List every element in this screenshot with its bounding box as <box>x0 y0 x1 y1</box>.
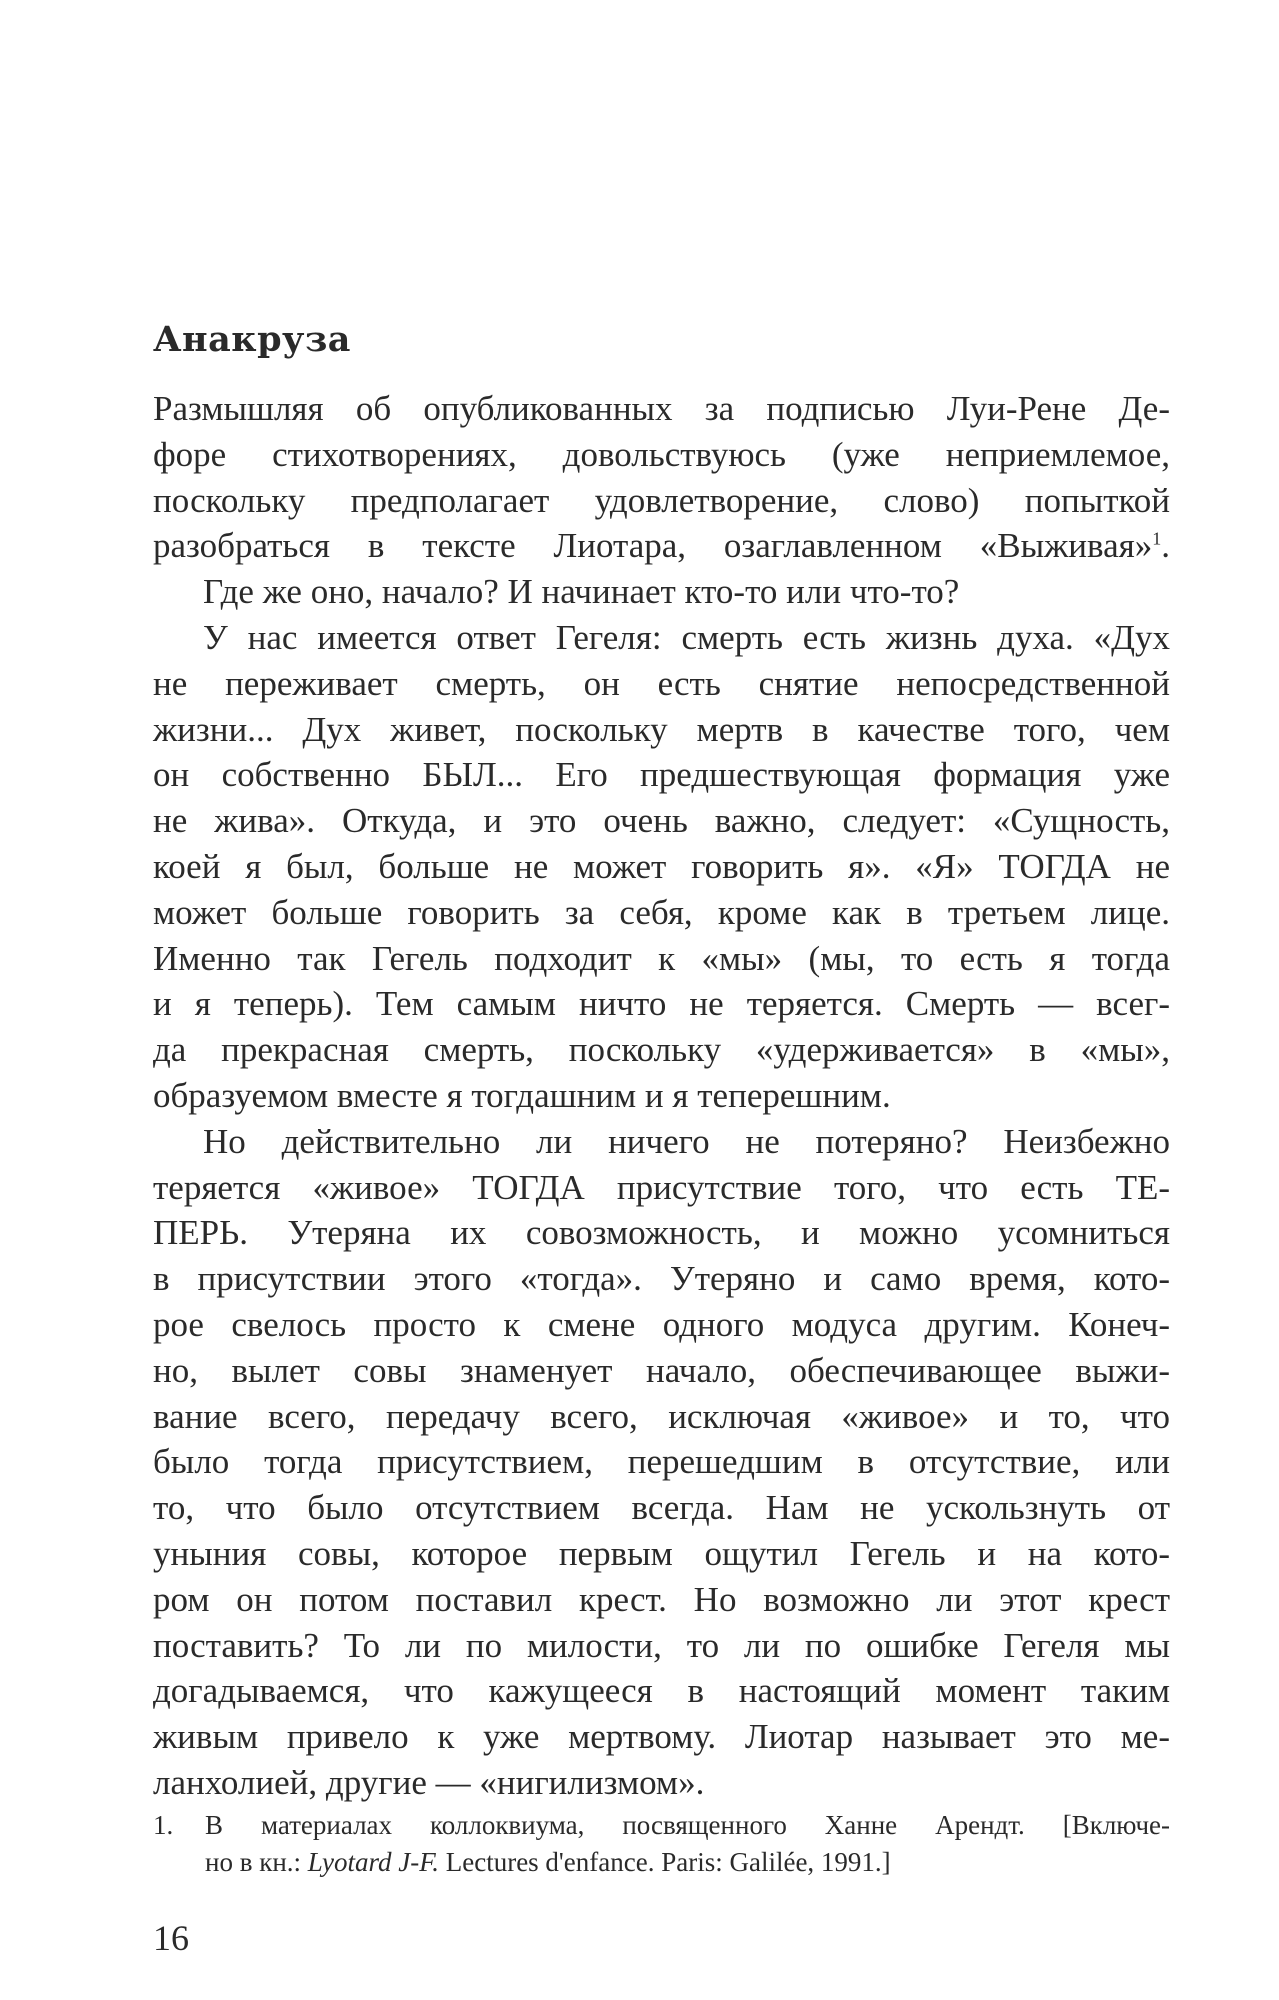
text-line: У нас имеется ответ Гегеля: смерть есть жизнь духа. «Дух <box>203 617 1170 657</box>
footnote-author: Lyotard J-F. <box>307 1847 439 1877</box>
text-line: жизни... Дух живет, поскольку мертв в качестве того, чем <box>153 709 1170 749</box>
text-line: поскольку предполагает удовлетворение, слово) попыткой <box>153 480 1170 520</box>
text-line: вание всего, передачу всего, исключая «живое» и то, что <box>153 1396 1170 1436</box>
footnote-number: 1. <box>153 1810 174 1840</box>
text-fragment: разобраться в тексте Лиотара, озаглавленном «Выживая» <box>153 526 1153 566</box>
text-line: то, что было отсутствием всегда. Нам не ускользнуть от <box>153 1488 1170 1528</box>
text-line: коей я был, больше не может говорить я». «Я» ТОГДА не <box>153 846 1170 886</box>
text-line: он собственно БЫЛ... Его предшествующая формация уже <box>153 755 1170 795</box>
text-line-with-footnote <box>153 523 1170 569</box>
footnote <box>153 1807 1170 1881</box>
text-line: ром он потом поставил крест. Но возможно ли этот крест <box>153 1579 1170 1619</box>
footnote-line <box>205 1844 1170 1881</box>
footnote-line: В материалах коллоквиума, посвященного Ханне Арендт. [Включе- <box>205 1810 1170 1840</box>
text-line: и я теперь). Тем самым ничто не теряется. Смерть — всег- <box>153 984 1170 1024</box>
text-line: может больше говорить за себя, кроме как в третьем лице. <box>153 892 1170 932</box>
text-line: ПЕРЬ. Утеряна их совозможность, и можно усомниться <box>153 1213 1170 1253</box>
text-line: Где же оно, начало? И начинает кто-то или что-то? <box>203 572 960 612</box>
text-line: но, вылет совы знаменует начало, обеспечивающее выжи- <box>153 1350 1170 1390</box>
text-line: образуемом вместе я тогдашним и я теперешним. <box>153 1075 891 1115</box>
paragraph-1 <box>153 386 1170 569</box>
paragraph-3 <box>153 615 1170 1119</box>
text-fragment: . <box>1161 526 1170 566</box>
text-fragment: но в кн.: <box>205 1847 308 1877</box>
text-line: было тогда присутствием, перешедшим в отсутствие, или <box>153 1442 1170 1482</box>
text-line: да прекрасная смерть, поскольку «удерживается» в «мы», <box>153 1030 1170 1070</box>
text-line: уныния совы, которое первым ощутил Гегель и на кото- <box>153 1533 1170 1573</box>
paragraph-4 <box>153 1119 1170 1806</box>
footnote-mark: 1 <box>1152 528 1162 549</box>
paragraph-2 <box>153 569 1170 615</box>
text-line: ланхолией, другие — «нигилизмом». <box>153 1762 705 1802</box>
book-page <box>153 0 1170 2000</box>
section-heading: Анакруза <box>153 319 351 360</box>
text-line: форе стихотворениях, довольствуюсь (уже неприемлемое, <box>153 434 1170 474</box>
text-line: живым привело к уже мертвому. Лиотар называет это ме- <box>153 1717 1170 1757</box>
text-line: теряется «живое» ТОГДА присутствие того, что есть ТЕ- <box>153 1167 1170 1207</box>
text-line: Размышляя об опубликованных за подписью Луи-Рене Де- <box>153 389 1170 428</box>
text-line: Но действительно ли ничего не потеряно? Неизбежно <box>203 1121 1170 1161</box>
text-line: поставить? То ли по милости, то ли по ошибке Гегеля мы <box>153 1625 1170 1665</box>
footnote-text <box>153 1807 1170 1881</box>
text-line: Именно так Гегель подходит к «мы» (мы, то есть я тогда <box>153 938 1170 978</box>
page-number: 16 <box>153 1918 189 1958</box>
text-line: в присутствии этого «тогда». Утеряно и само время, кото- <box>153 1259 1170 1299</box>
text-line: догадываемся, что кажущееся в настоящий момент таким <box>153 1671 1170 1711</box>
text-fragment: Lectures d'enfance. Paris: Galilée, 1991.] <box>438 1847 891 1877</box>
text-line: рое свелось просто к смене одного модуса другим. Конеч- <box>153 1304 1170 1344</box>
body-text <box>153 386 1170 1806</box>
text-line: не жива». Откуда, и это очень важно, следует: «Сущность, <box>153 801 1170 841</box>
text-line: не переживает смерть, он есть снятие непосредственной <box>153 663 1170 703</box>
